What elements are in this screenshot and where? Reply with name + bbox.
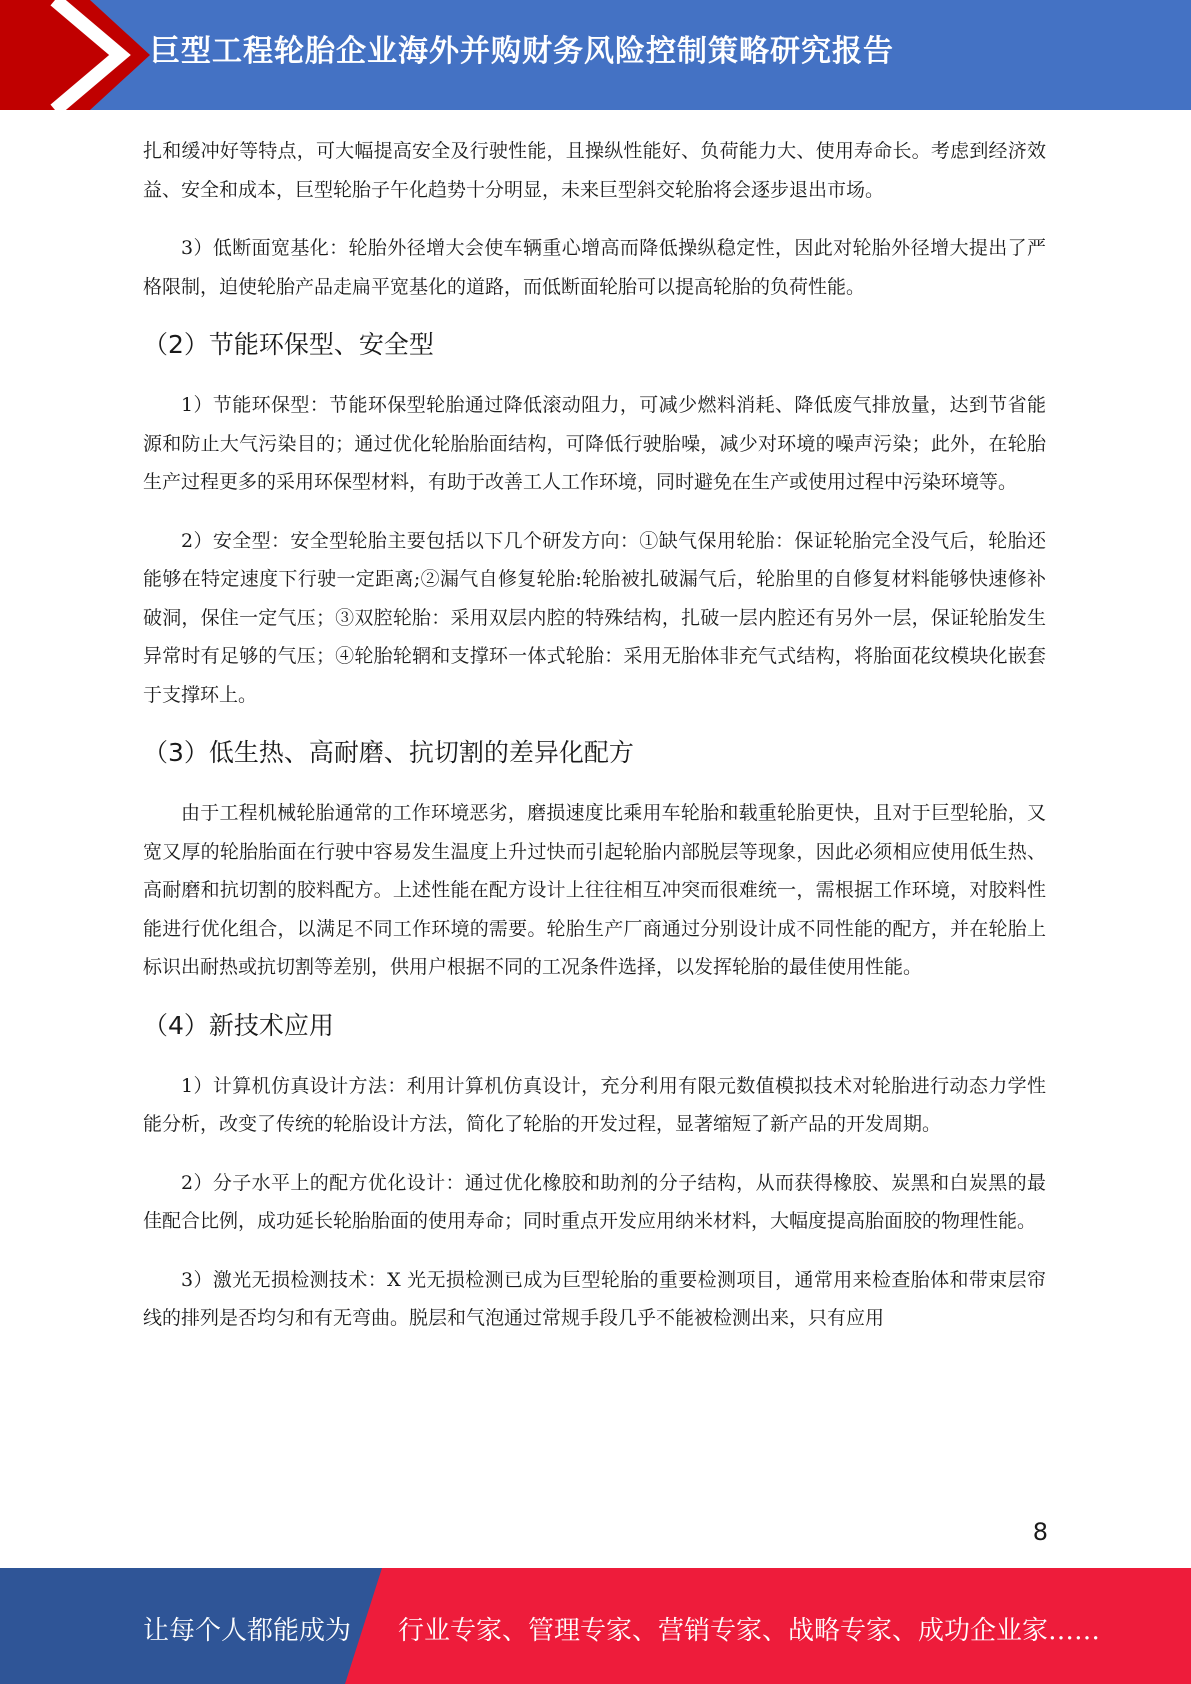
section-heading-4: （4）新技术应用 bbox=[143, 1010, 334, 1040]
section-heading-2: （2）节能环保型、安全型 bbox=[143, 330, 434, 359]
page-number: 8 bbox=[1032, 1518, 1048, 1546]
page-footer bbox=[0, 1568, 1191, 1684]
report-title: 巨型工程轮胎企业海外并购财务风险控制策略研究报告 bbox=[150, 34, 894, 69]
footer-slogan-left: 让每个人都能成为 bbox=[143, 1616, 352, 1646]
footer-slogan-right: 行业专家、管理专家、营销专家、战略专家、成功企业家…… bbox=[398, 1616, 1101, 1646]
document-body bbox=[143, 132, 1046, 1358]
section-heading-3: （3）低生热、高耐磨、抗切割的差异化配方 bbox=[143, 738, 634, 767]
page-header bbox=[0, 0, 1191, 110]
paragraph-radial-continued: 扎和缓冲好等特点，可大幅提高安全及行驶性能，且操纵性能好、负荷能力大、使用寿命长。考虑到经济效益、安全和成本，巨型轮胎子午化趋势十分明显，未来巨型斜交轮胎将会逐步退出市场。 bbox=[143, 140, 1046, 201]
paragraph-low-profile: 3）低断面宽基化：轮胎外径增大会使车辆重心增高而降低操纵稳定性，因此对轮胎外径增大提出了严格限制，迫使轮胎产品走扁平宽基化的道路，而低断面轮胎可以提高轮胎的负荷性能。 bbox=[143, 237, 1046, 298]
paragraph-simulation: 1）计算机仿真设计方法：利用计算机仿真设计，充分利用有限元数值模拟技术对轮胎进行动态力学性能分析，改变了传统的轮胎设计方法，简化了轮胎的开发过程，显著缩短了新产品的开发周期。 bbox=[143, 1074, 1046, 1135]
paragraph-molecular-design: 2）分子水平上的配方优化设计：通过优化橡胶和助剂的分子结构，从而获得橡胶、炭黑和白炭黑的最佳配合比例，成功延长轮胎胎面的使用寿命；同时重点开发应用纳米材料，大幅度提高胎面胶的物理性能。 bbox=[143, 1171, 1046, 1232]
paragraph-safety: 2）安全型：安全型轮胎主要包括以下几个研发方向：①缺气保用轮胎：保证轮胎完全没气后，轮胎还能够在特定速度下行驶一定距离;②漏气自修复轮胎:轮胎被扎破漏气后，轮胎里的自修复材料能够快速修补破洞，保住一定气压；③双腔轮胎：采用双层内腔的特殊结构，扎破一层内腔还有另外一层，保证轮胎发生异常时有足够的气压；④轮胎轮辋和支撑环一体式轮胎：采用无胎体非充气式结构，将胎面花纹模块化嵌套于支撑环上。 bbox=[143, 529, 1046, 706]
paragraph-compound-formula: 由于工程机械轮胎通常的工作环境恶劣，磨损速度比乘用车轮胎和载重轮胎更快，且对于巨型轮胎，又宽又厚的轮胎胎面在行驶中容易发生温度上升过快而引起轮胎内部脱层等现象，因此必须相应使用低生热、高耐磨和抗切割的胶料配方。上述性能在配方设计上往往相互冲突而很难统一，需根据工作环境，对胶料性能进行优化组合，以满足不同工作环境的需要。轮胎生产厂商通过分别设计成不同性能的配方，并在轮胎上标识出耐热或抗切割等差别，供用户根据不同的工况条件选择，以发挥轮胎的最佳使用性能。 bbox=[143, 802, 1046, 978]
paragraph-eco-friendly: 1）节能环保型：节能环保型轮胎通过降低滚动阻力，可减少燃料消耗、降低废气排放量，达到节省能源和防止大气污染目的；通过优化轮胎胎面结构，可降低行驶胎噪，减少对环境的噪声污染；此外，在轮胎生产过程更多的采用环保型材料，有助于改善工人工作环境，同时避免在生产或使用过程中污染环境等。 bbox=[143, 394, 1046, 493]
paragraph-laser-testing: 3）激光无损检测技术：X 光无损检测已成为巨型轮胎的重要检测项目，通常用来检查胎体和带束层帘线的排列是否均匀和有无弯曲。脱层和气泡通过常规手段几乎不能被检测出来，只有应用 bbox=[143, 1268, 1046, 1329]
header-chevron-icon bbox=[0, 0, 150, 110]
